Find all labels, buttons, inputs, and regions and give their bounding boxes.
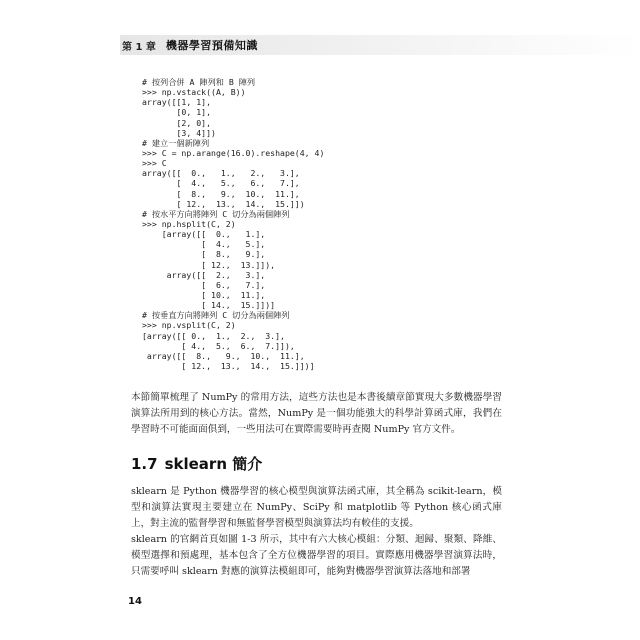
code-line: >>> np.hsplit(C, 2) bbox=[142, 218, 236, 229]
running-header bbox=[118, 36, 258, 54]
section-heading bbox=[131, 453, 262, 474]
code-line: >>> np.vstack((A, B)) bbox=[142, 87, 246, 98]
code-line: # 建立一個新陣列 bbox=[142, 137, 210, 148]
section-number: 1.7 bbox=[131, 455, 158, 473]
paragraph-numpy-summary: 本節簡單梳理了 NumPy 的常用方法，這些方法也是本書後續章節實現大多數機器學習演算法所用到的核心方法。當然，NumPy 是一個功能強大的科學計算函式庫，我們在學習時不可能面面俱到，一些用法可在實際需要時再查閱 NumPy 官方文件。 bbox=[131, 392, 502, 435]
code-line: [ 12., 13., 14., 15.]])] bbox=[142, 360, 315, 371]
paragraph-sklearn-modules: sklearn 的官網首頁如圖 1-3 所示，其中有六大核心模組：分類、迴歸、聚類、降維、模型選擇和預處理，基本包含了全方位機器學習的項目。實際應用機器學習演算法時，只需要呼叫 sklearn 對應的演算法模組即可，能夠對機器學習演算法落地和部署 bbox=[131, 534, 502, 577]
code-line: array([[ 2., 3.], bbox=[142, 269, 266, 280]
code-line: >>> C = np.arange(16.0).reshape(4, 4) bbox=[142, 147, 325, 158]
paragraph-sklearn-intro: sklearn 是 Python 機器學習的核心模型與演算法函式庫，其全稱為 scikit-learn，模型和演算法實現主要建立在 NumPy、SciPy 和 matplotlib 等 Python 核心函式庫上，對主流的監督學習和無監督學習模型與演算法均有較佳的支援。 bbox=[131, 486, 502, 529]
code-line: [0, 1], bbox=[142, 107, 212, 118]
code-line: [ 8., 9.], bbox=[142, 249, 266, 260]
code-line: [array([[ 0., 1., 2., 3.], bbox=[142, 330, 285, 341]
code-line: # 按列合併 A 陣列和 B 陣列 bbox=[142, 77, 256, 87]
code-line: [ 6., 7.], bbox=[142, 279, 266, 290]
code-line: [ 12., 13.]]), bbox=[142, 259, 276, 270]
chapter-title: 機器學習預備知識 bbox=[165, 39, 258, 52]
code-block bbox=[142, 77, 522, 371]
code-line: array([[ 8., 9., 10., 11.], bbox=[142, 350, 305, 361]
code-line: >>> C bbox=[142, 158, 167, 169]
page-number: 14 bbox=[128, 596, 142, 607]
code-line: [ 10., 11.], bbox=[142, 289, 266, 300]
code-line: [ 4., 5.], bbox=[142, 239, 266, 250]
code-line: >>> np.vsplit(C, 2) bbox=[142, 320, 236, 331]
code-line: array([[ 0., 1., 2., 3.], bbox=[142, 168, 300, 179]
code-line: [3, 4]]) bbox=[142, 127, 216, 138]
chapter-label: 第 1 章 bbox=[122, 41, 156, 53]
code-line: [ 4., 5., 6., 7.], bbox=[142, 178, 300, 189]
section-title: sklearn 簡介 bbox=[164, 455, 263, 473]
code-line: [array([[ 0., 1.], bbox=[142, 229, 266, 240]
code-line: [ 8., 9., 10., 11.], bbox=[142, 188, 300, 199]
code-line: # 按水平方向將陣列 C 切分為兩個陣列 bbox=[142, 208, 290, 219]
code-line: array([[1, 1], bbox=[142, 97, 212, 108]
code-line: [ 4., 5., 6., 7.]]), bbox=[142, 340, 295, 351]
code-line: # 按垂直方向將陣列 C 切分為兩個陣列 bbox=[142, 310, 290, 321]
code-line: [ 14., 15.]])] bbox=[142, 300, 276, 311]
code-line: [2, 0], bbox=[142, 117, 212, 128]
code-line: [ 12., 13., 14., 15.]]) bbox=[142, 198, 305, 209]
